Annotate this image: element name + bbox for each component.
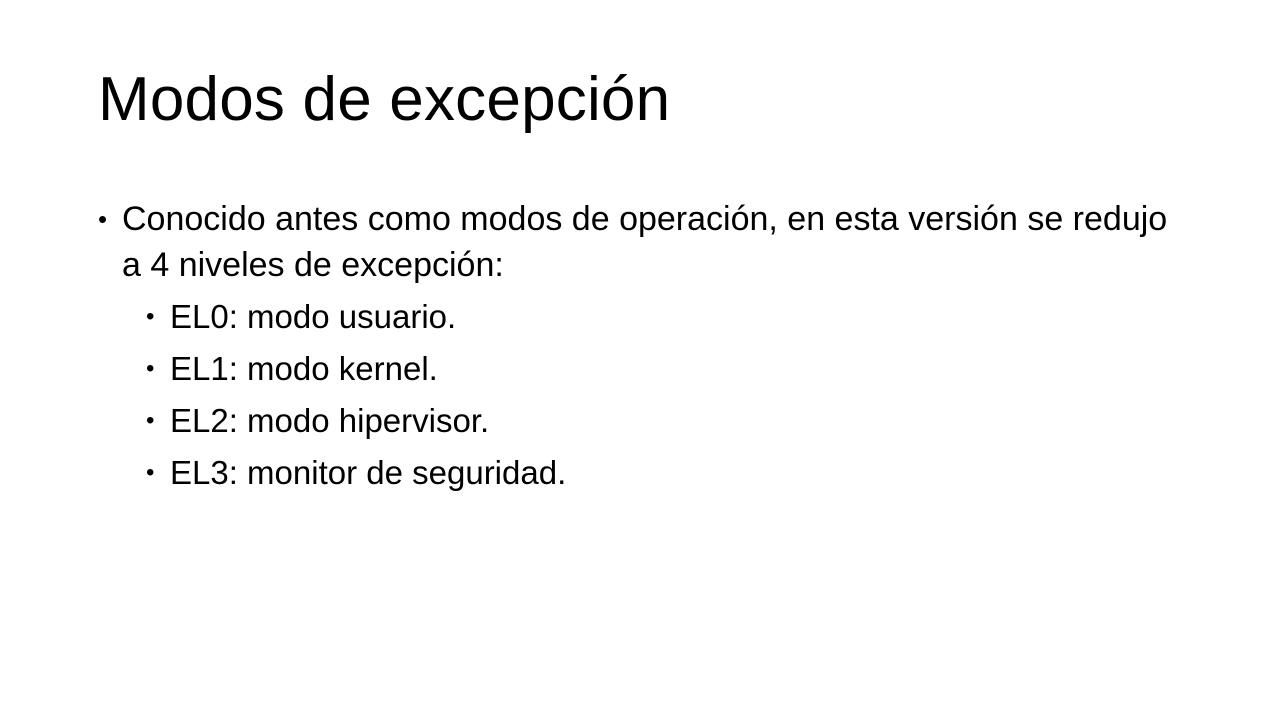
bullet-dot-icon: • xyxy=(146,459,155,486)
sub-bullet-text: EL2: modo hipervisor. xyxy=(170,402,490,439)
sub-bullet-item xyxy=(146,398,1178,444)
slide-content xyxy=(98,196,1178,496)
bullet-dot-icon: • xyxy=(98,204,108,234)
bullet-text: Conocido antes como modos de operación, en esta versión se redujo a 4 niveles de excepción: xyxy=(122,200,1168,284)
bullet-item xyxy=(98,196,1178,288)
slide-title: Modos de excepción xyxy=(98,65,671,134)
bullet-dot-icon: • xyxy=(146,355,155,382)
sub-bullet-text: EL0: modo usuario. xyxy=(170,298,457,335)
bullet-dot-icon: • xyxy=(146,303,155,330)
bullet-dot-icon: • xyxy=(146,407,155,434)
sub-bullet-item xyxy=(146,294,1178,340)
sub-bullet-text: EL1: modo kernel. xyxy=(170,350,438,387)
sub-bullet-text: EL3: monitor de seguridad. xyxy=(170,454,567,491)
sub-bullet-item xyxy=(146,450,1178,496)
sub-bullet-item xyxy=(146,346,1178,392)
